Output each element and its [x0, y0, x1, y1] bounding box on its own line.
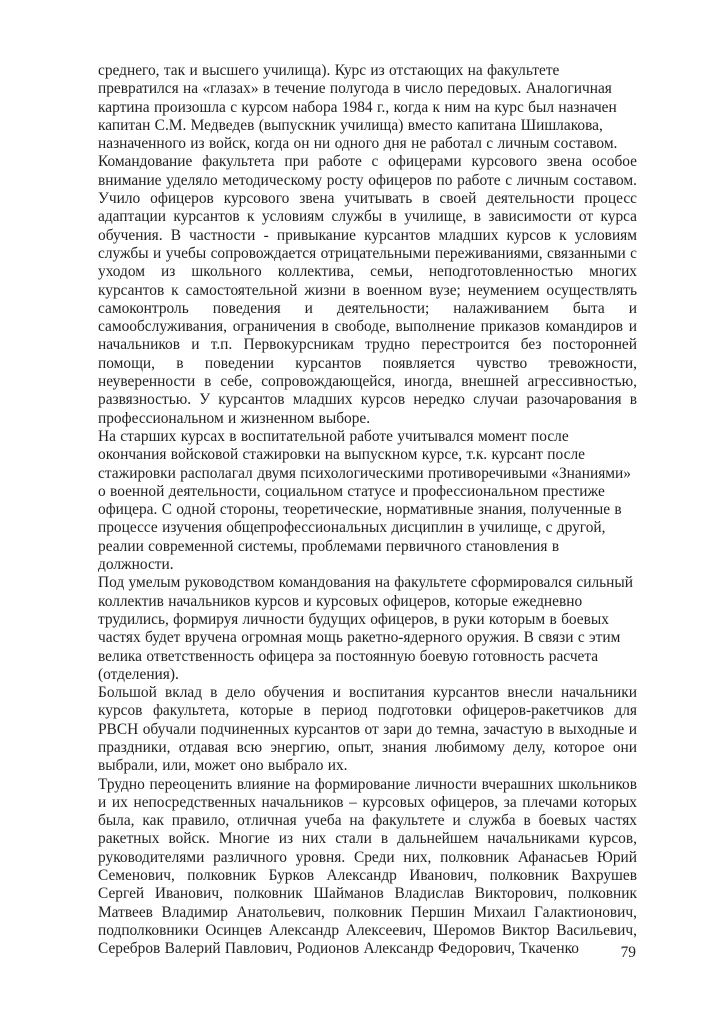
page-number: 79	[620, 944, 636, 961]
paragraph: Под умелым руководством командования на факультете сформировался сильный коллектив начальников курсов и курсовых офицеров, которые ежедневно трудились, формируя личности будущих офицеров, в руки которым в боевых частях будет вручена огромная мощь ракетно-ядерного оружия. В связи с этим велика ответственность офицера за постоянную боевую готовность расчета (отделения).	[98, 574, 633, 683]
paragraph: Большой вклад в дело обучения и воспитания курсантов внесли начальники курсов факультета, которые в период подготовки офицеров-ракетчиков для РВСН обучали подчиненных курсантов от зари до темна, зачастую в выходные и праздники, отдавая всю энергию, опыт, знания любимому делу, которое они выбрали, или, может оно выбрало их.	[98, 684, 637, 775]
paragraph: Командование факультета при работе с офицерами курсового звена особое внимание уделяло методическому росту офицеров по работе с личным составом. Учило офицеров курсового звена учитывать в своей деятельности процесс адаптации курсантов к условиям службы в училище, в зависимости от курса обучения. В частности - привыкание курсантов младших курсов к условиям службы и учебы сопровождается отрицательными переживаниями, связанными с уходом из школьного коллектива, семьи, неподготовленностью многих курсантов к самостоятельной жизни в военном вузе; неумением осуществлять самоконтроль поведения и деятельности; налаживанием быта и самообслуживания, ограничения в свободе, выполнение приказов командиров и начальников и т.п. Первокурсникам трудно перестроится без посторонней помощи, в поведении курсантов появляется чувство тревожности, неуверенности в себе, сопровождающейся, иногда, внешней агрессивностью, развязностью. У курсантов младших курсов нередко случаи разочарования в профессиональном и жизненном выборе.	[98, 153, 637, 427]
text-block	[98, 62, 637, 959]
paragraph: Трудно переоценить влияние на формирование личности вчерашних школьников и их непосредственных начальников – курсовых офицеров, за плечами которых была, как правило, отличная учеба на факультете и служба в боевых частях ракетных войск. Многие из них стали в дальнейшем начальниками курсов, руководителями различного уровня. Среди них, полковник Афанасьев Юрий Семенович, полковник Бурков Александр Иванович, полковник Вахрушев Сергей Иванович, полковник Шайманов Владислав Викторович, полковник Матвеев Владимир Анатольевич, полковник Першин Михаил Галактионович, подполковники Осинцев Александр Алексеевич, Шеромов Виктор Васильевич, Серебров Валерий Павлович, Родионов Александр Федорович, Ткаченко	[98, 775, 637, 958]
paragraph: На старших курсах в воспитательной работе учитывался момент после окончания войсковой стажировки на выпускном курсе, т.к. курсант после стажировки располагал двумя психологическими противоречивыми «Знаниями» о военной деятельности, социальном статусе и профессиональном престиже офицера. С одной стороны, теоретические, нормативные знания, полученные в процессе изучения общепрофессиональных дисциплин в училище, с другой, реалии современной системы, проблемами первичного становления в должности.	[98, 427, 631, 574]
paragraph: среднего, так и высшего училища). Курс из отстающих на факультете превратился на «глазах» в течение полугода в число передовых. Аналогичная картина произошла с курсом набора 1984 г., когда к ним на курс был назначен капитан С.М. Медведев (выпускник училища) вместо капитана Шишлакова, назначенного из войск, когда он ни одного дня не работал с личным составом.	[98, 62, 618, 153]
